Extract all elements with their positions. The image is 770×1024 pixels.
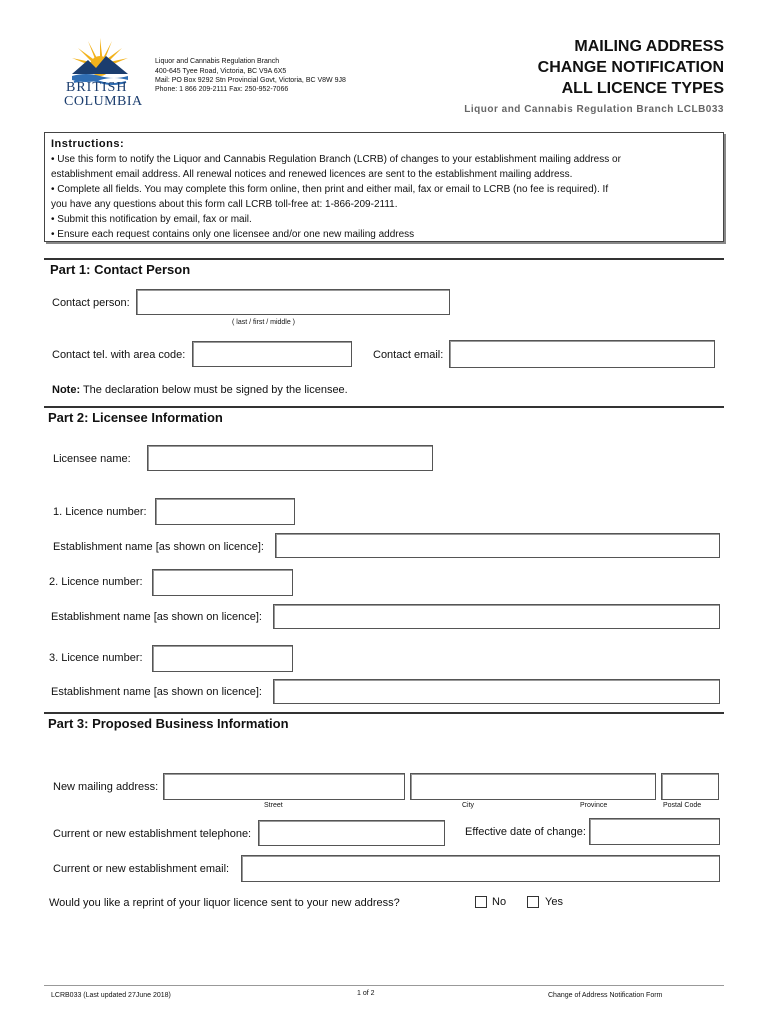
establishment-email-input[interactable]	[241, 855, 720, 882]
bc-logo-icon	[60, 34, 140, 86]
licensee-name-label: Licensee name:	[53, 453, 131, 465]
establishment2-label: Establishment name [as shown on licence]:	[51, 611, 262, 623]
title-line3: ALL LICENCE TYPES	[561, 80, 724, 97]
part2-heading: Part 2: Licensee Information	[48, 410, 223, 425]
form-subtitle: Liquor and Cannabis Regulation Branch LCLB033	[464, 104, 724, 115]
contact-person-input[interactable]	[136, 289, 450, 315]
contact-person-label: Contact person:	[52, 297, 130, 309]
city-input[interactable]	[410, 773, 656, 800]
contact-name-hint: ( last / first / middle )	[232, 319, 296, 326]
reprint-no-label: No	[492, 896, 507, 908]
province-input[interactable]	[661, 773, 719, 800]
reprint-question: Would you like a reprint of your liquor licence sent to your new address?	[49, 897, 400, 909]
establishment1-input[interactable]	[275, 533, 720, 558]
instruction-line: • Submit this notification by email, fax or mail.	[51, 214, 252, 225]
licence2-input[interactable]	[152, 569, 293, 596]
reprint-no-checkbox[interactable]	[475, 896, 487, 908]
reprint-yes-checkbox[interactable]	[527, 896, 539, 908]
establishment3-input[interactable]	[273, 679, 720, 704]
street-input[interactable]	[163, 773, 405, 800]
part3-heading: Part 3: Proposed Business Information	[48, 716, 289, 731]
establishment2-input[interactable]	[273, 604, 720, 629]
effective-date-input[interactable]	[589, 818, 720, 845]
establishment-email-label: Current or new establishment email:	[53, 863, 230, 875]
establishment-phone-input[interactable]	[258, 820, 445, 846]
licence3-label: 3. Licence number:	[49, 652, 143, 664]
contact-tel-label: Contact tel. with area code:	[52, 349, 186, 361]
licence1-label: 1. Licence number:	[53, 506, 147, 518]
footer-form-id: LCRB033 (Last updated 27June 2018)	[51, 992, 171, 999]
title-line2: CHANGE NOTIFICATION	[537, 59, 724, 76]
province-hint: Province	[580, 802, 608, 809]
part3-rule	[44, 712, 724, 714]
part1-note	[52, 384, 348, 396]
city-hint: City	[462, 802, 475, 809]
instructions-box	[44, 132, 724, 242]
instruction-line: • Use this form to notify the Liquor and Cannabis Regulation Branch (LCRB) of changes to your establishment mailing address or	[51, 154, 621, 165]
licence2-label: 2. Licence number:	[49, 576, 143, 588]
bc-logo	[60, 34, 143, 110]
branch-phone: Phone: 1 866 209-2111 Fax: 250-952-7066	[155, 86, 289, 93]
note-label: Note:	[52, 384, 81, 396]
establishment3-label: Establishment name [as shown on licence]:	[51, 686, 262, 698]
licensee-name-input[interactable]	[147, 445, 433, 471]
logo-line2: COLUMBIA	[64, 94, 143, 109]
postal-code-hint: Postal Code	[663, 802, 702, 809]
branch-name: Liquor and Cannabis Regulation Branch	[155, 58, 280, 65]
street-hint: Street	[264, 802, 283, 809]
instruction-line: • Ensure each request contains only one licensee and/or one new mailing address	[51, 229, 415, 240]
branch-mail: Mail: PO Box 9292 Stn Provincial Govt, Victoria, BC V8W 9J8	[155, 77, 346, 84]
establishment-phone-label: Current or new establishment telephone:	[53, 828, 252, 840]
part1-rule	[44, 258, 724, 260]
title-line1: MAILING ADDRESS	[574, 38, 724, 55]
note-text: The declaration below must be signed by the licensee.	[80, 384, 348, 396]
instruction-line: you have any questions about this form call LCRB toll-free at: 1-866-209-2111.	[51, 199, 398, 210]
licence3-input[interactable]	[152, 645, 293, 672]
footer-page-number: 1 of 2	[357, 990, 375, 997]
instruction-line: • Complete all fields. You may complete this form online, then print and either mail, fax or email to LCRB (no fee is required). If	[51, 184, 609, 195]
logo-line1: BRITISH	[66, 80, 128, 95]
licence1-input[interactable]	[155, 498, 295, 525]
branch-street: 400-645 Tyee Road, Victoria, BC V9A 6X5	[155, 68, 287, 75]
instructions-heading: Instructions:	[51, 138, 125, 150]
reprint-yes-label: Yes	[545, 896, 563, 908]
effective-date-label: Effective date of change:	[465, 826, 586, 838]
contact-email-label: Contact email:	[373, 349, 444, 361]
contact-email-input[interactable]	[449, 340, 715, 368]
establishment1-label: Establishment name [as shown on licence]:	[53, 541, 264, 553]
part1-heading: Part 1: Contact Person	[50, 262, 191, 277]
form-title	[538, 36, 724, 99]
footer-form-name: Change of Address Notification Form	[548, 992, 663, 999]
footer-rule	[44, 985, 724, 986]
contact-tel-input[interactable]	[192, 341, 352, 367]
mailing-address-label: New mailing address:	[53, 781, 159, 793]
part2-rule	[44, 406, 724, 408]
instruction-line: establishment email address. All renewal notices and renewed licences are sent to the establishment mailing address.	[51, 169, 573, 180]
